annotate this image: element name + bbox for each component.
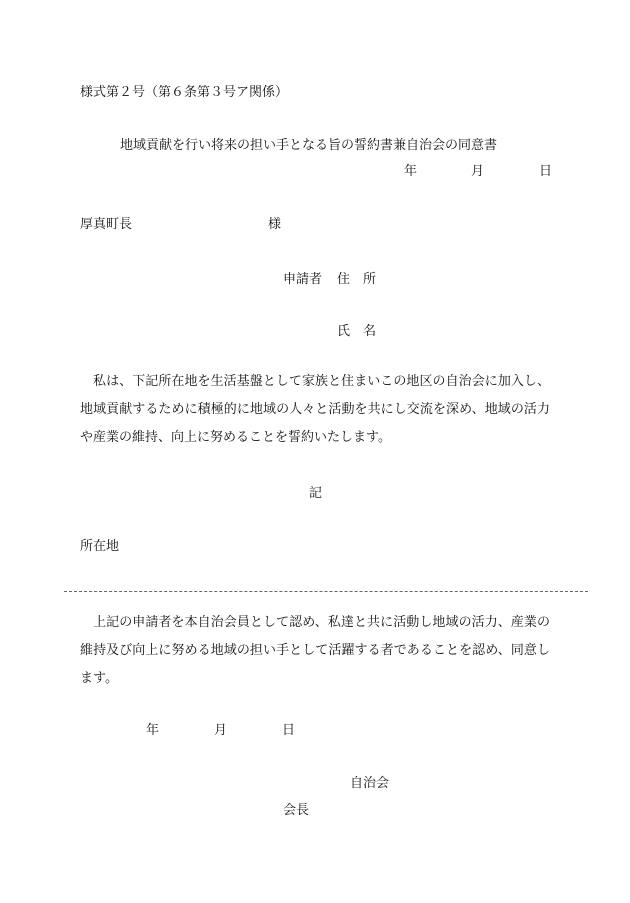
location-label: 所在地 [80,539,120,554]
date-top-day: 日 [539,164,553,179]
addressee-honorific: 様 [268,217,282,232]
date-top-year: 年 [404,164,418,179]
date-top-month: 月 [471,164,485,179]
association-name-label: 自治会 [350,776,390,791]
date-bottom-day: 日 [282,723,296,738]
cut-line-divider [64,591,588,592]
applicant-address-label: 住 所 [337,272,377,287]
applicant-name-label: 氏 名 [337,324,377,339]
date-bottom-month: 月 [214,723,228,738]
date-bottom-year: 年 [146,723,160,738]
note-heading: 記 [309,486,323,501]
consent-paragraph: 上記の申請者を本自治会員として認め、私達と共に活動し地域の活力、産業の維持及び向上に努める地域の担い手として活躍する者であることを認め、同意します。 [80,615,550,686]
applicant-prefix: 申請者 [283,272,323,287]
association-chair-label: 会長 [283,803,310,818]
pledge-paragraph: 私は、下記所在地を生活基盤として家族と住まいこの地区の自治会に加入し、地域貢献するために積極的に地域の人々と活動を共にし交流を深め、地域の活力や産業の維持、向上に努めることを誓約いたします。 [80,374,550,445]
form-number: 様式第２号（第６条第３号ア関係） [80,85,289,100]
document-title: 地域貢献を行い将来の担い手となる旨の誓約書兼自治会の同意書 [120,138,498,153]
addressee-name: 厚真町長 [80,217,133,232]
